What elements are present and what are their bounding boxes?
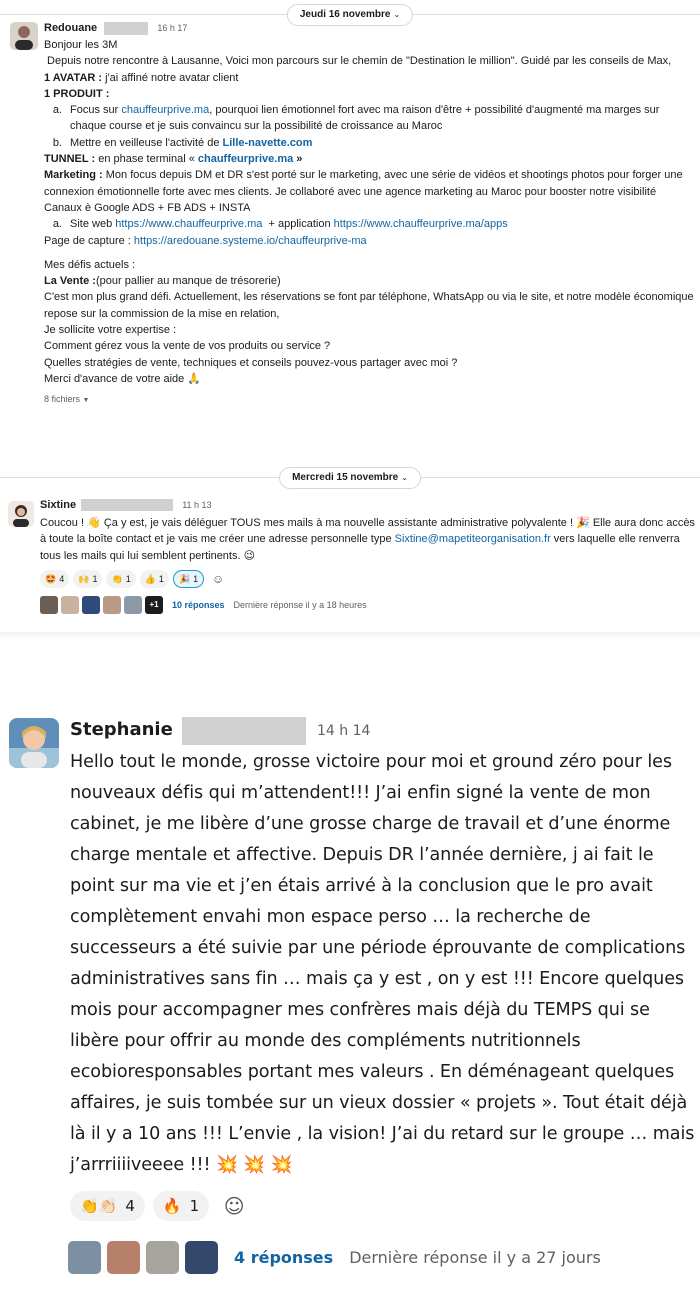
wave-emoji-icon: 👋 (87, 517, 101, 529)
text-line: Bonjour les 3M (44, 39, 118, 51)
message-body (70, 747, 695, 1181)
avatar (103, 596, 121, 614)
message-sixtine (40, 499, 696, 614)
redacted-surname (81, 499, 173, 511)
text: Mettre en veilleuse l'activité de (70, 136, 223, 149)
text: Elle aura donc accès à toute la boîte contact et je vais me créer une adresse personnelle type (40, 517, 695, 546)
replies-link[interactable]: 4 réponses (234, 1248, 334, 1267)
text: Hello tout le monde, grosse victoire pour moi et ground zéro pour les nouveaux défis qui m’attendent!!! J’ai enfin signé la vente de mon cabinet, je me libère d’une grosse charge de travail et d’une énorme charge mentale et affective. Depuis DR l’année dernière, j ai fait le point sur ma vie et j’en étais arrivé à la conclusion que le pro avait complètement envahi mon espace perso … la recherche de successeurs a été suivie par une période éprouvante de complications administratives sans fin … mais ça y est , on y est !!! Encore quelques mois pour accompagner mes confrères mais déjà du TEMPS qui se libère pour offrir au monde des compléments nutritionnels ecobioresponsables portant mes valeurs . En déménageant quelques affaires, je suis tombée sur un vieux dossier « projets ». Tout était déjà là il y a 10 ans !!! L’envie , la vision! J’ai du retard sur le groupe … mais j’arrriiiiveeee !!! (70, 752, 695, 1175)
list-item (44, 102, 694, 135)
avatar (61, 596, 79, 614)
more-participants-badge: +1 (145, 596, 163, 614)
reaction-count: 1 (189, 1197, 200, 1215)
avatar (68, 1241, 101, 1274)
text-line: Quelles stratégies de vente, techniques et conseils pouvez-vous partager avec moi ? (44, 356, 458, 369)
text: Ça y est, je vais déléguer TOUS mes mails à ma nouvelle assistante administrative polyvalente ! (100, 517, 577, 529)
link[interactable]: chauffeurprive.ma (121, 104, 210, 117)
text: Site web (70, 218, 116, 231)
reaction-emoji-icon: 🎉 (178, 574, 191, 585)
avatar[interactable] (9, 718, 59, 768)
last-reply: Dernière réponse il y a 18 heures (233, 600, 367, 611)
message-body (40, 515, 696, 564)
last-reply: Dernière réponse il y a 27 jours (349, 1248, 601, 1267)
reaction-thumbs-up[interactable] (140, 570, 169, 588)
text-line (44, 70, 694, 86)
text: Page de capture : (44, 234, 134, 247)
label: TUNNEL : (44, 153, 96, 166)
collision-emoji-icon: 💥 (270, 1155, 293, 1175)
message-stephanie (70, 715, 695, 1274)
link[interactable]: https://www.chauffeurprive.ma/apps (333, 218, 508, 231)
list-item (44, 135, 694, 151)
reactions (40, 570, 696, 588)
files-toggle[interactable] (44, 391, 694, 409)
files-count: 8 fichiers (44, 394, 81, 405)
reaction-emoji-icon: 👏 (111, 574, 123, 585)
text: , pourquoi lien émotionnel fort avec ma raison d'être + possibilité d'augmenté ma marges sur chaque course et je suis convaincu sur la possibilité de croissance au Maroc (70, 104, 660, 133)
list-number: a. (52, 218, 62, 231)
avatar (146, 1241, 179, 1274)
reaction-fire[interactable] (153, 1191, 209, 1221)
timestamp[interactable]: 11 h 13 (182, 500, 212, 510)
reaction-count: 1 (158, 574, 164, 585)
list-number: a. (52, 104, 62, 117)
separator (0, 632, 700, 640)
reaction-count: 1 (193, 574, 199, 585)
caret-down-icon: ▼ (82, 397, 90, 405)
add-reaction-icon[interactable]: ☺︎ (212, 572, 225, 587)
reaction-star-struck[interactable] (40, 570, 69, 588)
text-line: 1 PRODUIT : (44, 87, 110, 100)
date-divider-mercredi (0, 465, 700, 489)
text: vers laquelle elle renverra tous les mails qui lui semblent pertinents. (40, 533, 680, 562)
reaction-emoji-icon: 🔥 (162, 1197, 182, 1215)
chevron-down-icon: ⌄ (401, 473, 408, 482)
reaction-count: 4 (125, 1197, 135, 1215)
reaction-count: 4 (59, 574, 65, 585)
add-reaction-icon[interactable]: ☺︎ (223, 1194, 245, 1218)
avatar[interactable] (10, 22, 38, 50)
text-line (44, 151, 694, 167)
label: La Vente : (44, 275, 96, 288)
text: + application (262, 218, 334, 231)
chevron-down-icon: ⌄ (393, 10, 401, 19)
label: 1 AVATAR : (44, 71, 103, 84)
text-line (44, 273, 694, 289)
author-name[interactable]: Stephanie (70, 719, 173, 740)
text: Focus sur (70, 104, 122, 117)
text-line: Depuis notre rencontre à Lausanne, Voici mon parcours sur le chemin de "Destination le million". Guidé par les conseils de Max, (44, 55, 672, 68)
timestamp[interactable]: 14 h 14 (317, 723, 371, 739)
thread-summary[interactable] (68, 1241, 695, 1274)
date-pill[interactable] (287, 4, 413, 26)
reaction-count: 1 (125, 574, 131, 585)
reaction-emoji-icon: 👏👏🏻 (80, 1197, 118, 1215)
author-name[interactable]: Redouane (44, 22, 98, 34)
redacted-surname (104, 22, 148, 35)
reaction-emoji-icon: 🤩 (45, 574, 57, 585)
link[interactable]: https://aredouane.systeme.io/chauffeurprive-ma (133, 234, 367, 247)
reaction-count: 1 (92, 574, 98, 585)
text: j'ai affiné notre avatar client (102, 71, 239, 84)
link[interactable]: Lille-navette.com (222, 136, 313, 149)
email-link[interactable]: Sixtine@mapetiteorganisation.fr (394, 533, 551, 546)
collision-emoji-icon: 💥 (215, 1155, 238, 1175)
link[interactable]: https://www.chauffeurprive.ma (115, 218, 263, 231)
thread-summary[interactable] (40, 596, 696, 614)
avatar (82, 596, 100, 614)
date-label: Jeudi 16 novembre (299, 9, 391, 20)
text: » (293, 153, 303, 166)
avatar (185, 1241, 218, 1274)
text: Coucou ! (40, 517, 88, 529)
avatar (107, 1241, 140, 1274)
date-label: Mercredi 15 novembre (292, 472, 399, 483)
avatar (124, 596, 142, 614)
date-pill[interactable] (279, 467, 421, 489)
replies-link[interactable]: 10 réponses (172, 600, 225, 611)
avatar[interactable] (8, 501, 34, 527)
wink-emoji-icon: 😉 (243, 549, 256, 562)
reaction-clap[interactable] (70, 1191, 145, 1221)
reaction-emoji-icon: 🙌 (78, 574, 90, 585)
list-item (44, 216, 694, 232)
link[interactable]: chauffeurprive.ma (197, 153, 294, 166)
redacted-surname (182, 717, 306, 745)
reaction-clap[interactable] (106, 570, 135, 588)
text: en phase terminal « (95, 153, 198, 166)
text-line (44, 167, 694, 200)
text-line: Mes défis actuels : (44, 258, 136, 271)
text-line: Canaux è Google ADS + FB ADS + INSTA (44, 201, 251, 214)
collision-emoji-icon: 💥 (243, 1155, 266, 1175)
reaction-raised-hands[interactable] (73, 570, 102, 588)
message-body (44, 37, 694, 410)
text-line (44, 371, 694, 387)
pray-emoji-icon: 🙏 (187, 372, 202, 385)
avatar (40, 596, 58, 614)
text-line: Comment gérez vous la vente de vos produits ou service ? (44, 340, 331, 353)
text: Mon focus depuis DM et DR s'est porté sur le marketing, avec une série de vidéos et shootings photos pour forger une connexion émotionnelle forte avec mes clients. Je collaboré avec une agence marketing au Maroc pour booster notre visibilité (44, 169, 683, 198)
party-emoji-icon: 🎉 (576, 517, 590, 529)
author-name[interactable]: Sixtine (40, 499, 77, 511)
text: Merci d'avance de votre aide (44, 372, 188, 385)
timestamp[interactable]: 16 h 17 (157, 23, 188, 33)
list-number: b. (52, 136, 62, 149)
reaction-emoji-icon: 👍 (144, 574, 156, 585)
text: (pour pallier au manque de trésorerie) (95, 275, 281, 288)
text-line: Je sollicite votre expertise : (44, 324, 177, 337)
text-line: C'est mon plus grand défi. Actuellement, les réservations se font par téléphone, WhatsApp ou via le site, et notre modèle économique repose sur la commission de la mise en relation, (44, 291, 694, 320)
reactions (70, 1191, 695, 1221)
label: Marketing : (44, 169, 103, 182)
reaction-party[interactable] (173, 570, 204, 588)
text-line (44, 233, 694, 249)
